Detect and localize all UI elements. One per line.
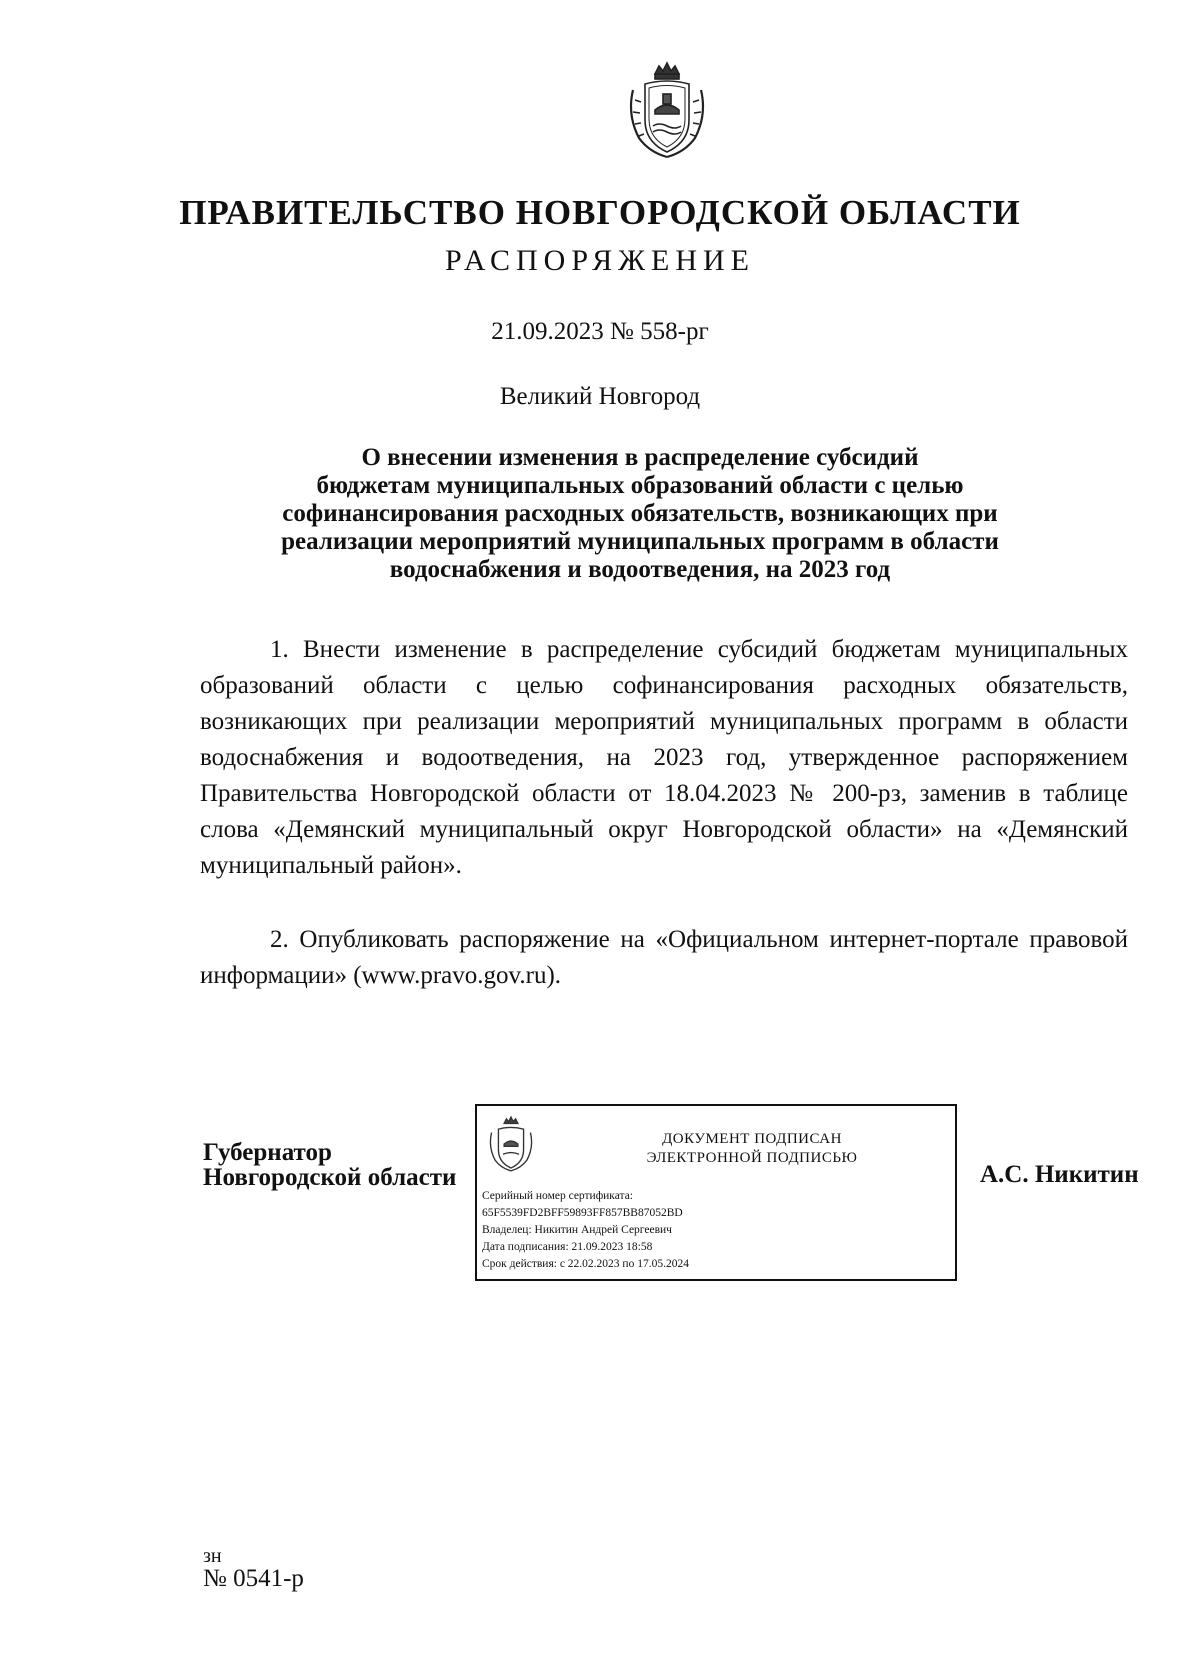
stamp-detail-line: 65F5539FD2BFF59893FF857BB87052BD [482, 1207, 683, 1219]
stamp-heading [557, 1130, 947, 1168]
signer-position [203, 1140, 456, 1190]
stamp-heading-line1: ДОКУМЕНТ ПОДПИСАН [662, 1131, 842, 1147]
signer-position-line1: Губернатор [203, 1139, 332, 1166]
title-line: О внесении изменения в распределение субсидий [361, 444, 919, 471]
body-paragraph-2: 2. Опубликовать распоряжение на «Официальном интернет-портале правовой информации» (www.pravo.gov.ru). [200, 926, 1128, 989]
title-line: водоснабжения и водоотведения, на 2023 год [389, 556, 891, 583]
document-type: РАСПОРЯЖЕНИЕ [444, 244, 756, 277]
document-title [200, 444, 1080, 584]
title-line: софинансирования расходных обязательств, возникающих при [282, 500, 998, 527]
coat-of-arms-icon [625, 60, 709, 160]
footer-code: зн [203, 1545, 222, 1567]
signer-name: А.С. Никитин [980, 1161, 1139, 1188]
stamp-detail-line: Срок действия: с 22.02.2023 по 17.05.2024 [482, 1258, 689, 1270]
stamp-detail-line: Дата подписания: 21.09.2023 18:58 [482, 1241, 653, 1253]
document-date-number: 21.09.2023 № 558-рг [491, 318, 709, 345]
signer-position-line2: Новгородской области [203, 1164, 457, 1191]
title-line: бюджетам муниципальных образований области с целью [316, 472, 964, 499]
stamp-detail-line: Серийный номер сертификата: [482, 1190, 633, 1202]
electronic-signature-stamp [475, 1104, 957, 1281]
stamp-details [482, 1188, 689, 1273]
stamp-heading-line2: ЭЛЕКТРОННОЙ ПОДПИСЬЮ [646, 1150, 858, 1166]
footer-number: № 0541-р [203, 1565, 304, 1592]
organization-name: ПРАВИТЕЛЬСТВО НОВГОРОДСКОЙ ОБЛАСТИ [179, 193, 1021, 232]
stamp-detail-line: Владелец: Никитин Андрей Сергеевич [482, 1224, 672, 1236]
stamp-coat-of-arms-icon [487, 1114, 535, 1174]
body-paragraph-1: 1. Внести изменение в распределение субсидий бюджетам муниципальных образований области с целью софинансирования расходных обязательств, возникающих при реализации мероприятий муниципальных программ в области водоснабжения и водоотведения, на 2023 год, утвержденное распоряжением Правительства Новгородской области от 18.04.2023 № 200-рз, заменив в таблице слова «Демянский муниципальный округ Новгородской области» на «Демянский муниципальный район». [200, 636, 1128, 879]
title-line: реализации мероприятий муниципальных программ в области [281, 528, 999, 555]
document-place: Великий Новгород [499, 383, 701, 410]
